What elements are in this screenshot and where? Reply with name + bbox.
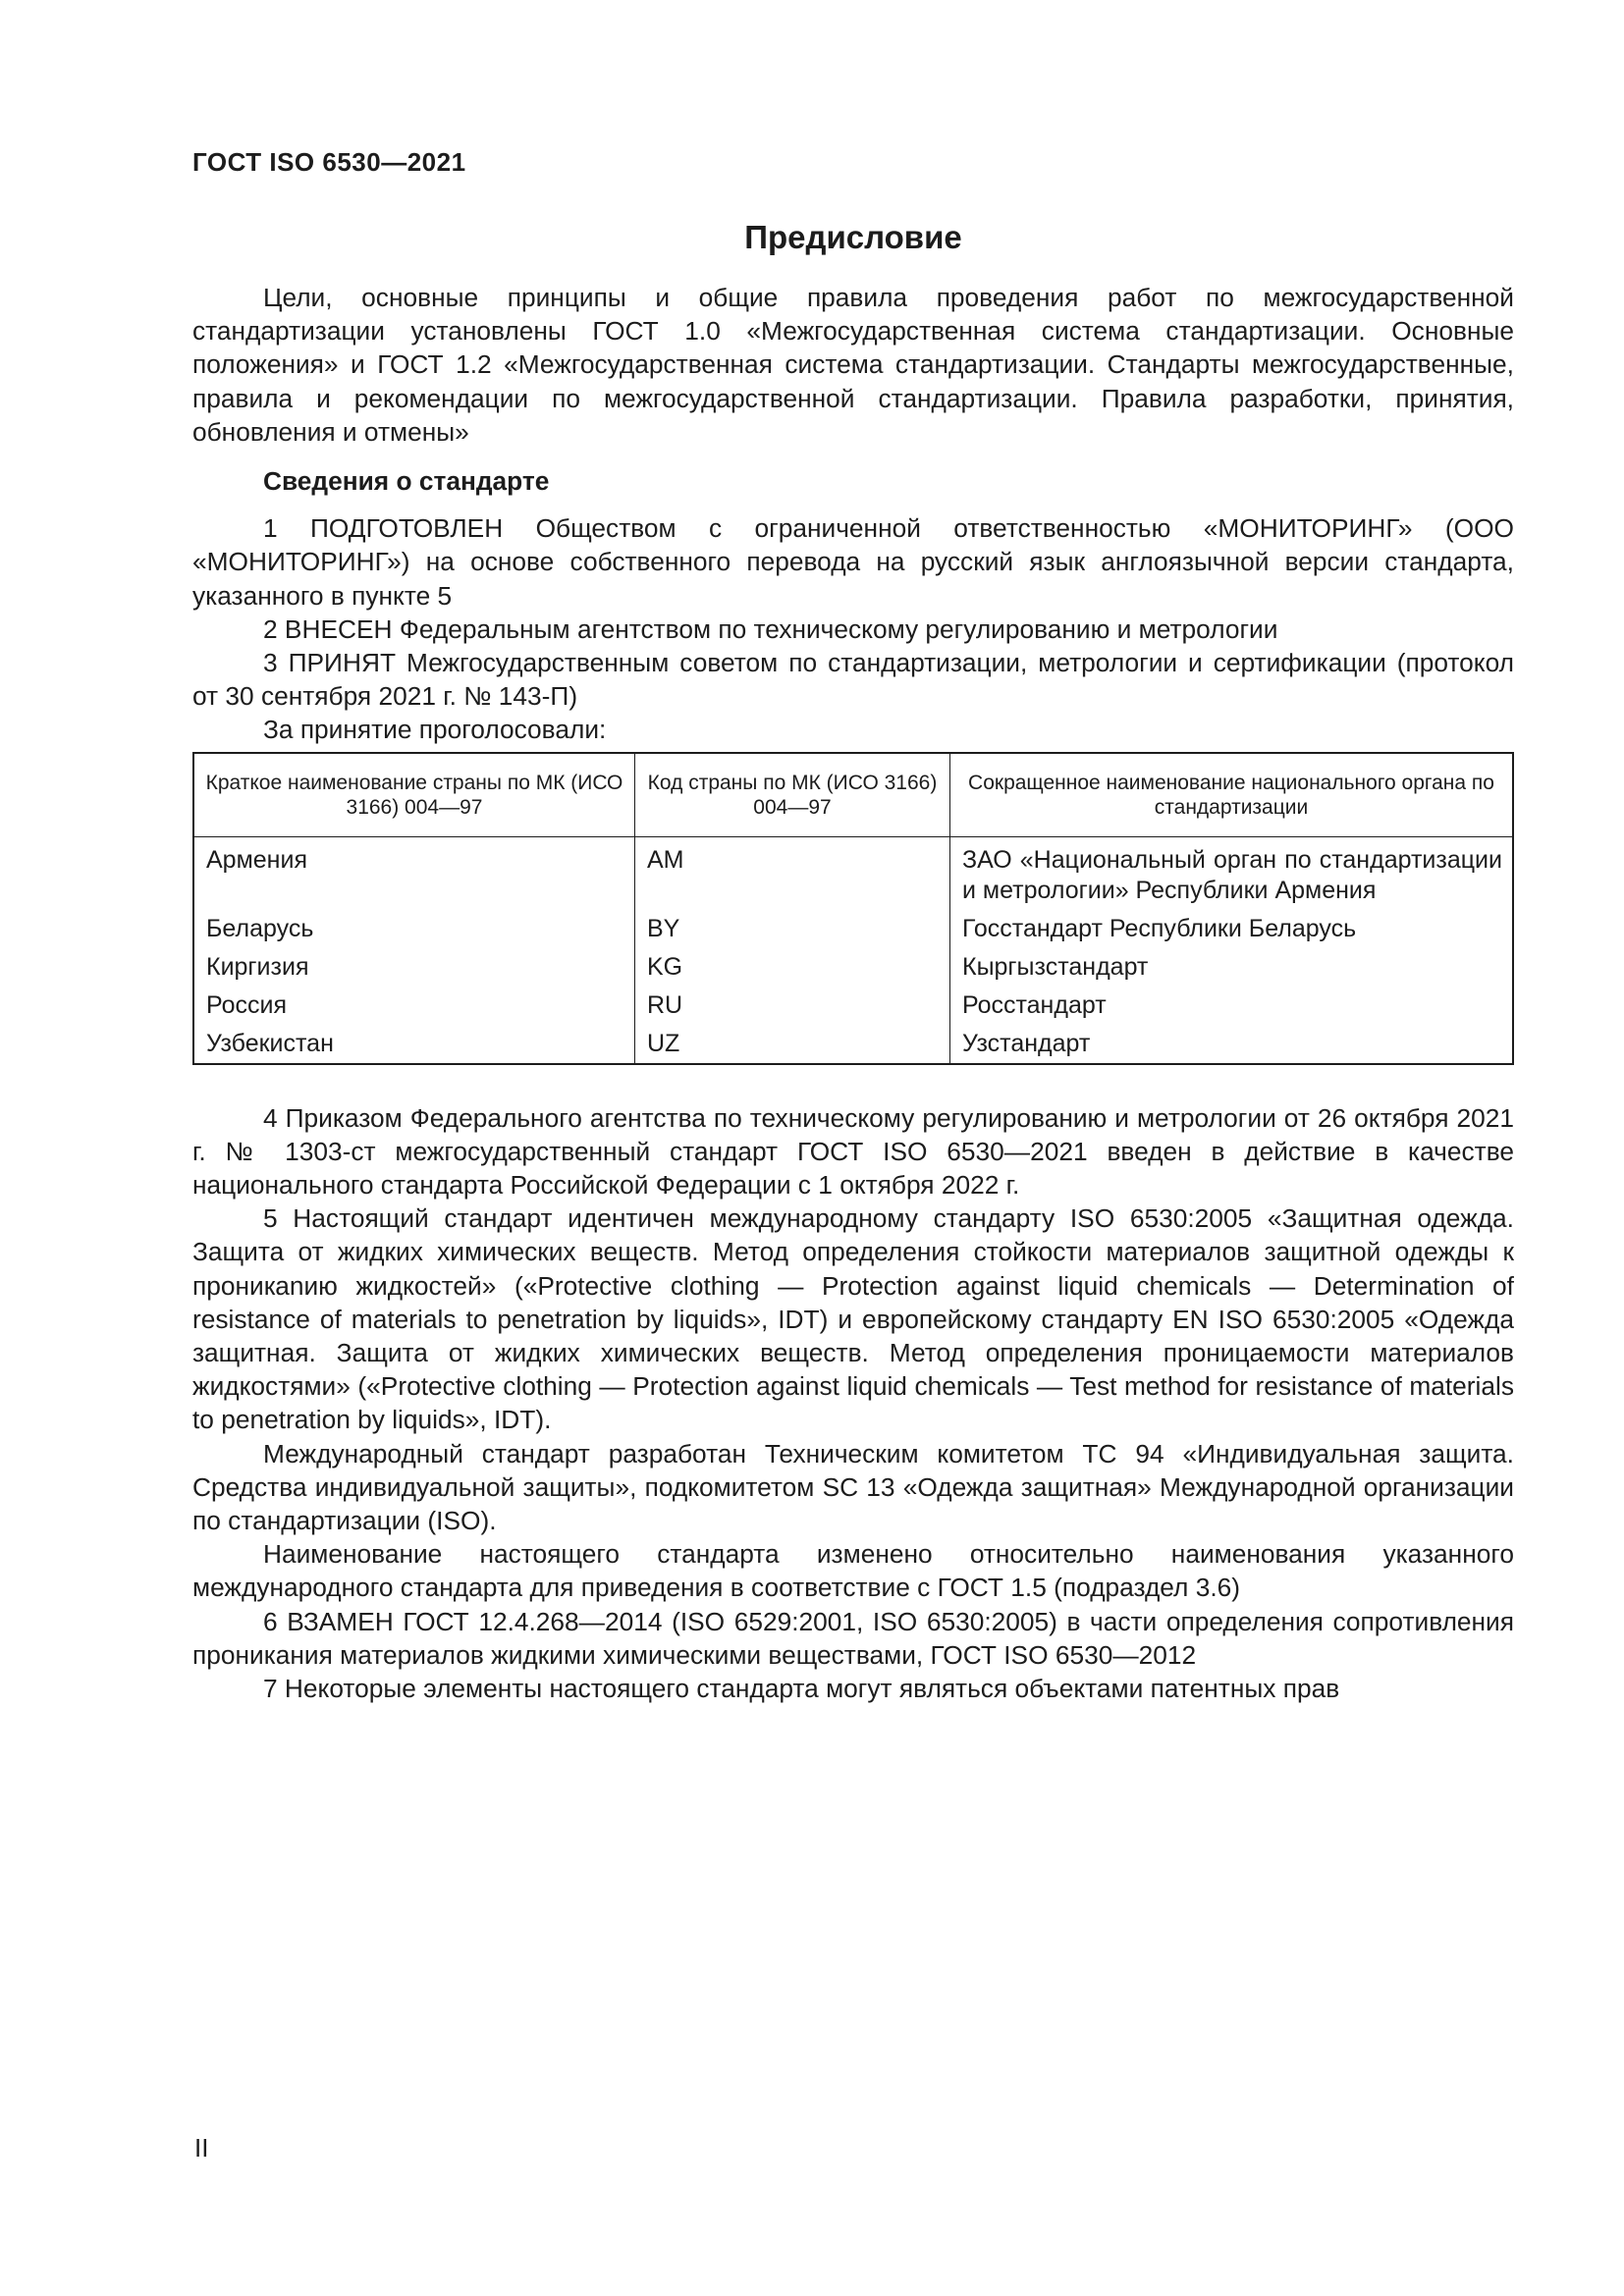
organization-cell: Госстандарт Республики Беларусь xyxy=(950,910,1514,948)
code-cell: KG xyxy=(635,948,950,987)
country-cell: Киргизия xyxy=(193,948,635,987)
table-row xyxy=(193,948,1513,987)
organization-cell: Росстандарт xyxy=(950,987,1514,1025)
document-body xyxy=(192,218,1514,1705)
page-title: Предисловие xyxy=(744,219,962,255)
item-1-paragraph: 1 ПОДГОТОВЛЕН Обществом с ограниченной ответственностью «МОНИТОРИНГ» (ООО «МОНИТОРИНГ») на основе собственного перевода на русский язык англоязычной версии стандарта, указанного в пункте 5 xyxy=(192,513,1514,611)
table-row xyxy=(193,836,1513,910)
intro-paragraph: Цели, основные принципы и общие правила проведения работ по межгосударственной стандартизации установлены ГОСТ 1.0 «Межгосударственная система стандартизации. Основные положения» и ГОСТ 1.2 «Межгосударственная система стандартизации. Стандарты межгосударственные, правила и рекомендации по межгосударственной стандартизации. Правила разработки, принятия, обновления и отмены» xyxy=(192,283,1514,447)
column-header-organization: Сокращенное наименование национального органа по стандартизации xyxy=(950,753,1514,837)
item-4-paragraph: 4 Приказом Федерального агентства по техническому регулированию и метрологии от 26 октября 2021 г. № 1303-ст межгосударственный стандарт ГОСТ ISO 6530—2021 введен в действие в качестве национального стандарта Российской Федерации с 1 октября 2022 г. xyxy=(192,1102,1514,1201)
voting-countries-table xyxy=(192,752,1514,1065)
country-cell: Армения xyxy=(193,836,635,910)
organization-cell: ЗАО «Национальный орган по стандартизации и метрологии» Республики Армения xyxy=(950,836,1514,910)
column-header-country: Краткое наименование страны по МК (ИСО 3166) 004—97 xyxy=(193,753,635,837)
page-number: II xyxy=(194,2133,209,2163)
section-subheading: Сведения о стандарте xyxy=(263,466,550,497)
code-cell: AM xyxy=(635,836,950,910)
item-6-paragraph: 6 ВЗАМЕН ГОСТ 12.4.268—2014 (ISO 6529:2001, ISO 6530:2005) в части определения сопротивления проникания материалов жидкими химическими веществами, ГОСТ ISO 6530—2012 xyxy=(192,1606,1514,1670)
code-cell: BY xyxy=(635,910,950,948)
item-3-paragraph: 3 ПРИНЯТ Межгосударственным советом по стандартизации, метрологии и сертификации (протокол от 30 сентября 2021 г. № 143-П) xyxy=(192,648,1514,712)
voted-label: За принятие проголосовали: xyxy=(263,715,607,745)
table-row xyxy=(193,1025,1513,1064)
item-5-committee-paragraph: Международный стандарт разработан Техническим комитетом ТС 94 «Индивидуальная защита. Средства индивидуальной защиты», подкомитетом SC 13 «Одежда защитная» Международной организации по стандартизации (ISO). xyxy=(192,1438,1514,1536)
item-5-title-change-paragraph: Наименование настоящего стандарта изменено относительно наименования указанного международного стандарта для приведения в соответствие с ГОСТ 1.5 (подраздел 3.6) xyxy=(192,1539,1514,1603)
country-cell: Беларусь xyxy=(193,910,635,948)
table-row xyxy=(193,987,1513,1025)
organization-cell: Кыргызстандарт xyxy=(950,948,1514,987)
document-header-code: ГОСТ ISO 6530—2021 xyxy=(192,147,466,177)
table-header-row xyxy=(193,753,1513,837)
column-header-code: Код страны по МК (ИСО 3166) 004—97 xyxy=(635,753,950,837)
item-5-paragraph: 5 Настоящий стандарт идентичен международному стандарту ISO 6530:2005 «Защитная одежда. Защита от жидких химических веществ. Метод определения стойкости материалов защитной одежды к проникanию жидкостей» («Protective clothing — Protection against liquid chemicals — Determination of resistance of materials to penetration by liquids», IDT) и европейскому стандарту EN ISO 6530:2005 «Одежда защитная. Защита от жидких химических веществ. Метод определения проницаемости материалов жидкостями» («Protective clothing — Protection against liquid chemicals — Test method for resistance of materials to penetration by liquids», IDT). xyxy=(192,1203,1514,1435)
country-cell: Россия xyxy=(193,987,635,1025)
table-row xyxy=(193,910,1513,948)
organization-cell: Узстандарт xyxy=(950,1025,1514,1064)
country-cell: Узбекистан xyxy=(193,1025,635,1064)
code-cell: UZ xyxy=(635,1025,950,1064)
item-2-paragraph: 2 ВНЕСЕН Федеральным агентством по техническому регулированию и метрологии xyxy=(263,614,1278,644)
code-cell: RU xyxy=(635,987,950,1025)
item-7-paragraph: 7 Некоторые элементы настоящего стандарта могут являться объектами патентных прав xyxy=(263,1674,1340,1704)
